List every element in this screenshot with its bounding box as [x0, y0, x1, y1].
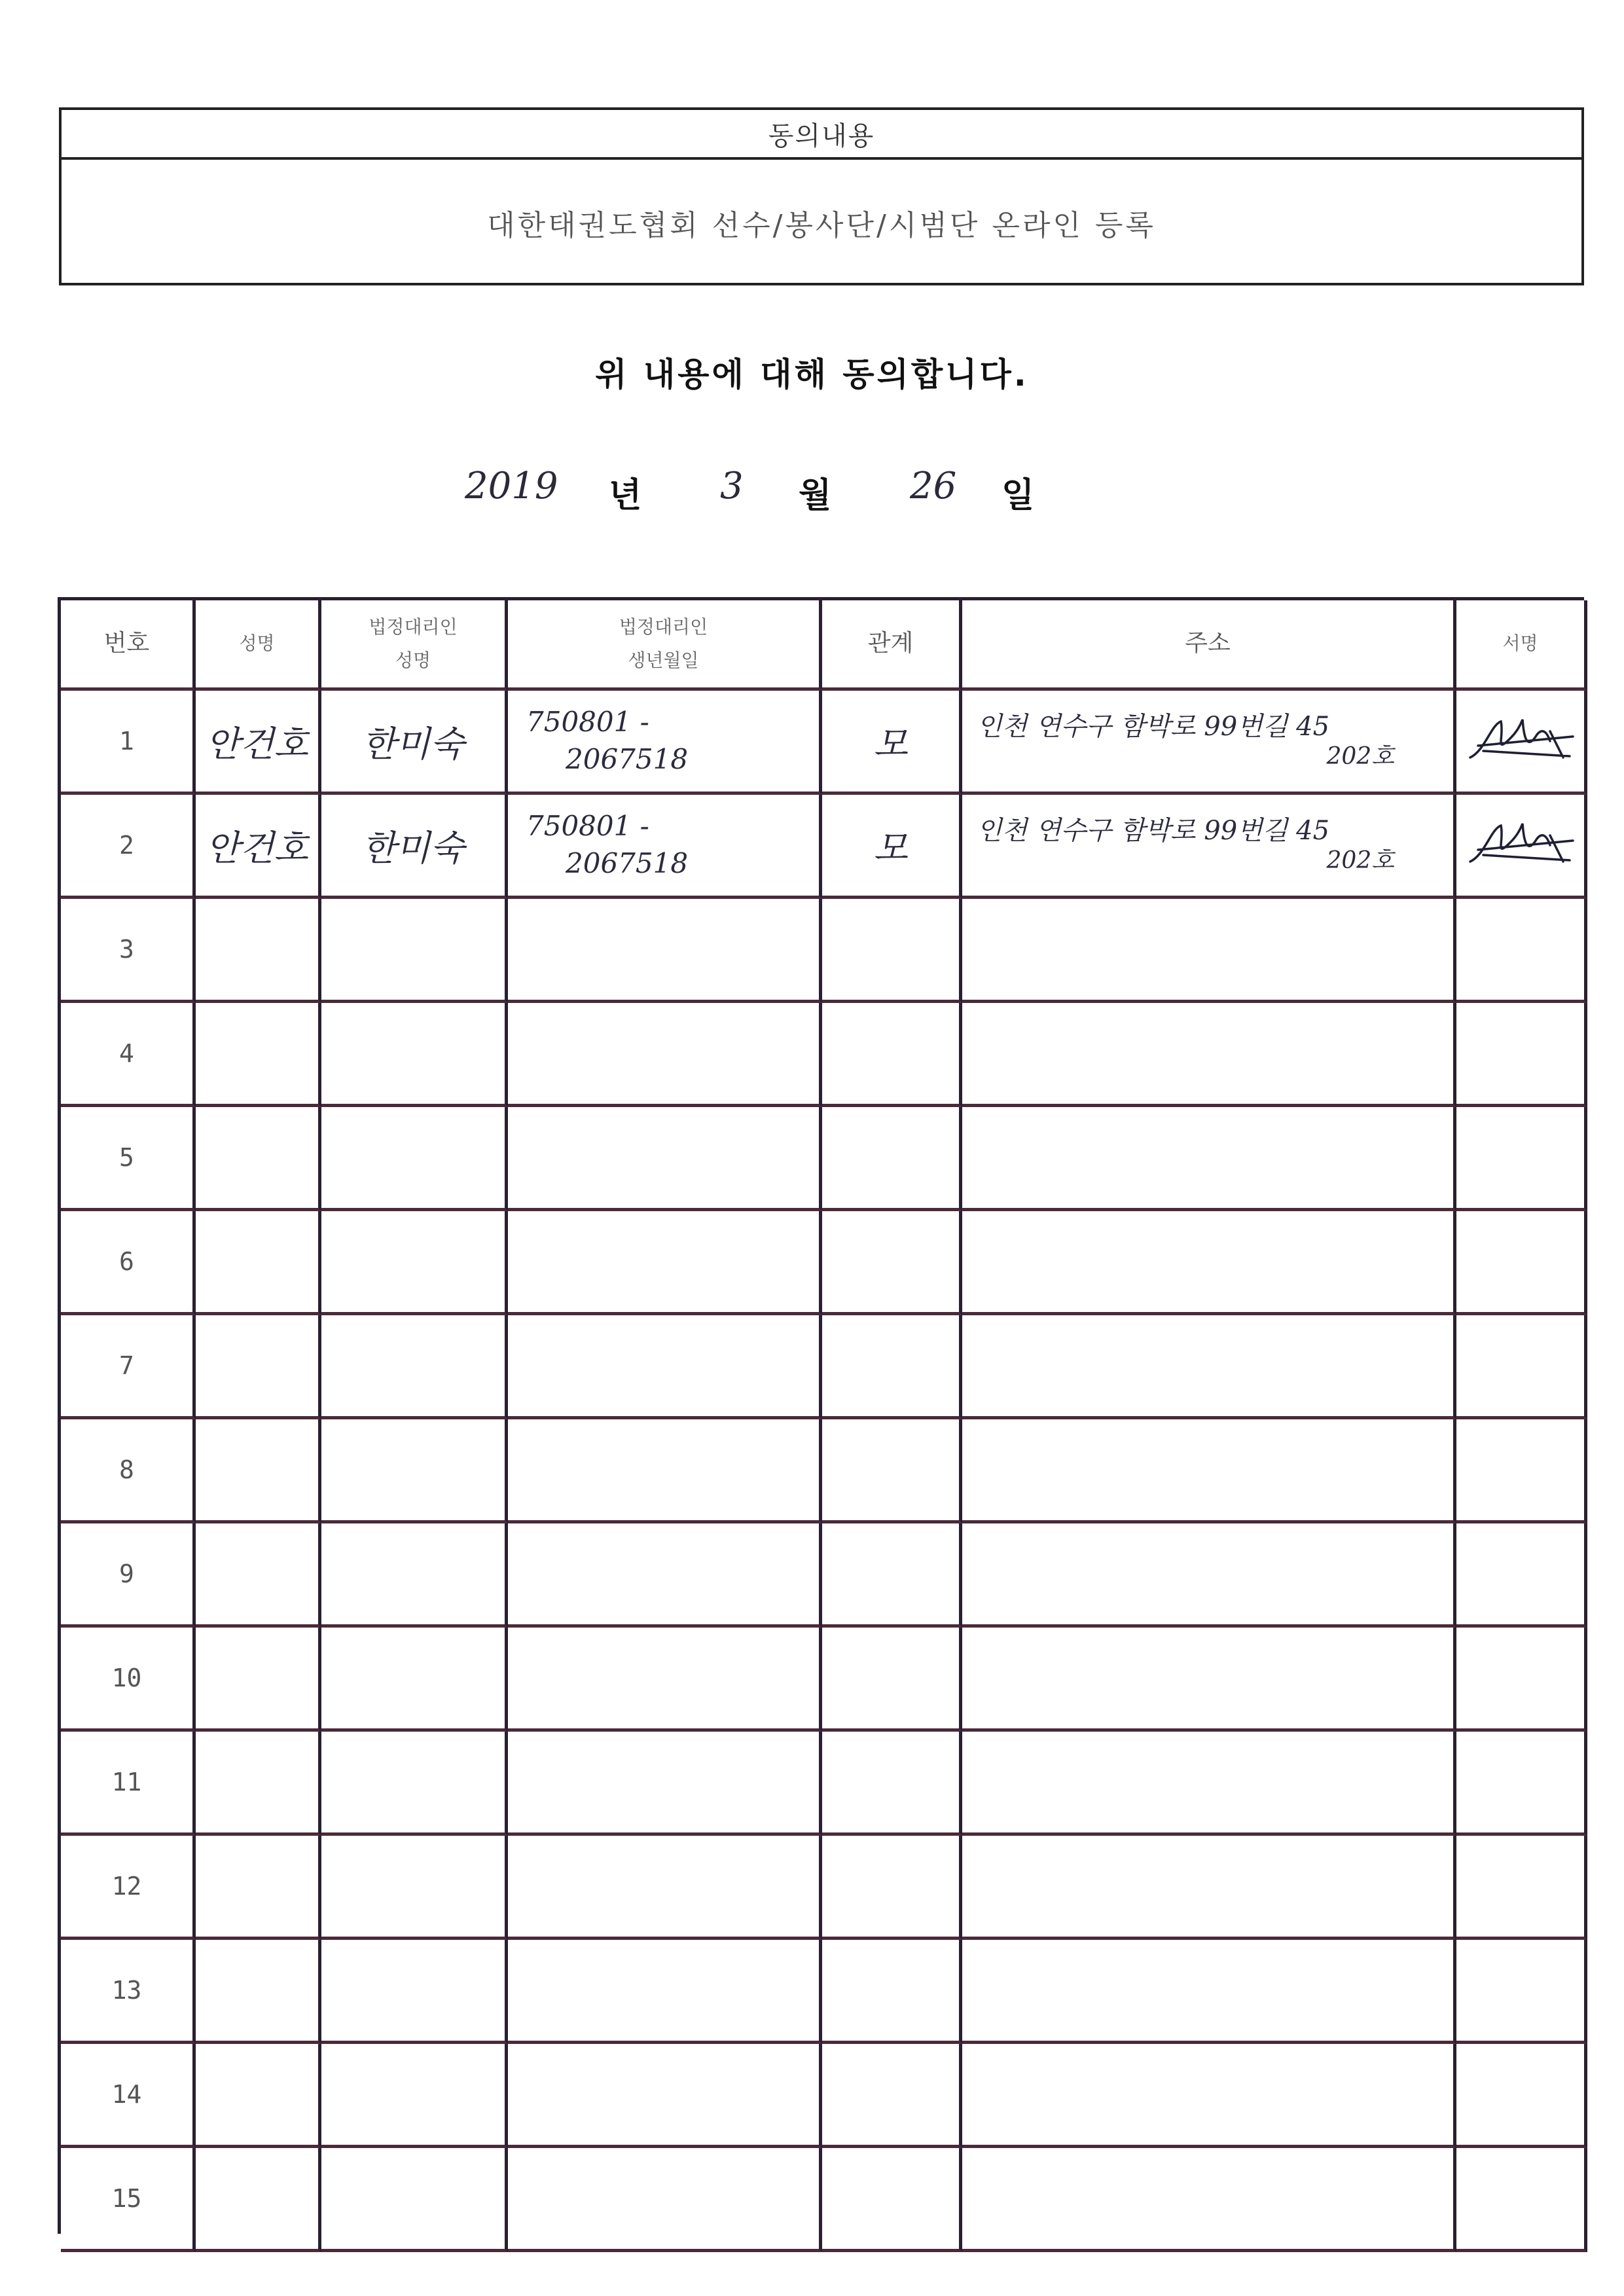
date-month-unit: 월	[799, 476, 832, 515]
row-signature	[1456, 1523, 1587, 1628]
row-number-value: 11	[111, 1768, 142, 1796]
row-number-value: 2	[119, 831, 134, 860]
date-year: 2019	[465, 465, 558, 507]
row-address	[962, 1628, 1456, 1732]
row-number-value: 6	[119, 1247, 134, 1276]
row-number	[61, 691, 196, 795]
row-number	[61, 1419, 196, 1523]
row-relation	[822, 899, 962, 1003]
row-address	[962, 1211, 1456, 1315]
row-address	[962, 2044, 1456, 2148]
row-number-value: 9	[119, 1559, 134, 1588]
relation-value: 모	[873, 827, 908, 869]
consent-content: 대한태권도협회 선수/봉사단/시범단 온라인 등록	[487, 209, 1156, 242]
row-relation	[822, 1211, 962, 1315]
row-signature	[1456, 2044, 1587, 2148]
row-number-value: 14	[111, 2080, 142, 2109]
row-guardian-name	[321, 1003, 508, 1107]
address-line1: 인천 연수구 함박로 99번길 45	[977, 816, 1330, 847]
row-guardian-name	[321, 1211, 508, 1315]
row-number	[61, 2148, 196, 2252]
row-address	[962, 899, 1456, 1003]
header-address: 주소	[962, 600, 1456, 691]
row-name	[196, 1628, 321, 1732]
row-name	[196, 1211, 321, 1315]
row-guardian-birth	[508, 1107, 822, 1211]
header-relation: 관계	[822, 600, 962, 691]
row-relation	[822, 1940, 962, 2044]
row-number	[61, 1315, 196, 1419]
row-number	[61, 899, 196, 1003]
row-guardian-name	[321, 1419, 508, 1523]
consent-box	[59, 107, 1584, 285]
row-guardian-name	[321, 1836, 508, 1940]
row-address	[962, 1523, 1456, 1628]
date-line	[0, 458, 1624, 530]
row-signature	[1456, 1732, 1587, 1836]
row-number	[61, 1732, 196, 1836]
row-name	[196, 2044, 321, 2148]
row-number-value: 8	[119, 1455, 134, 1484]
row-signature	[1456, 1107, 1587, 1211]
row-number-value: 13	[111, 1976, 142, 2005]
header-guardian-birth	[508, 600, 822, 691]
row-address	[962, 691, 1456, 795]
row-number	[61, 2044, 196, 2148]
row-number	[61, 1523, 196, 1628]
participant-table	[58, 597, 1584, 2234]
row-relation	[822, 1523, 962, 1628]
participant-name: 안건호	[206, 723, 308, 765]
row-name	[196, 1419, 321, 1523]
row-name	[196, 1732, 321, 1836]
header-number: 번호	[61, 600, 196, 691]
row-signature	[1456, 2148, 1587, 2252]
row-signature	[1456, 1940, 1587, 2044]
consent-header: 동의내용	[62, 110, 1581, 160]
row-guardian-birth	[508, 691, 822, 795]
row-relation	[822, 1315, 962, 1419]
row-number	[61, 1836, 196, 1940]
row-guardian-birth	[508, 1628, 822, 1732]
date-day-unit: 일	[1001, 476, 1035, 515]
row-address	[962, 1315, 1456, 1419]
row-number-value: 15	[111, 2184, 142, 2213]
row-guardian-birth	[508, 1419, 822, 1523]
row-guardian-birth	[508, 1732, 822, 1836]
row-guardian-name	[321, 795, 508, 899]
row-guardian-birth	[508, 1211, 822, 1315]
signature-mark	[1465, 712, 1576, 771]
header-name: 성명	[196, 600, 321, 691]
guardian-birth-line2: 2067518	[566, 847, 689, 879]
date-month: 3	[720, 465, 744, 507]
signature-mark	[1465, 816, 1576, 875]
row-guardian-birth	[508, 795, 822, 899]
row-guardian-birth	[508, 1940, 822, 2044]
row-relation	[822, 1107, 962, 1211]
row-signature	[1456, 1211, 1587, 1315]
row-signature	[1456, 691, 1587, 795]
row-guardian-name	[321, 1523, 508, 1628]
row-number-value: 4	[119, 1039, 134, 1068]
row-address	[962, 2148, 1456, 2252]
row-relation	[822, 1836, 962, 1940]
row-signature	[1456, 1315, 1587, 1419]
row-number	[61, 1211, 196, 1315]
row-relation	[822, 691, 962, 795]
row-signature	[1456, 795, 1587, 899]
row-address	[962, 1107, 1456, 1211]
row-guardian-birth	[508, 2148, 822, 2252]
row-number-value: 10	[111, 1664, 142, 1692]
row-relation	[822, 1628, 962, 1732]
guardian-name: 한미숙	[361, 723, 465, 765]
row-name	[196, 795, 321, 899]
row-guardian-name	[321, 1107, 508, 1211]
relation-value: 모	[873, 723, 908, 765]
row-relation	[822, 795, 962, 899]
date-day: 26	[910, 465, 957, 507]
row-signature	[1456, 1419, 1587, 1523]
row-number	[61, 1940, 196, 2044]
header-guardian-name	[321, 600, 508, 691]
row-guardian-birth	[508, 1836, 822, 1940]
row-number-value: 5	[119, 1143, 134, 1172]
row-number-value: 1	[119, 727, 134, 756]
row-name	[196, 1107, 321, 1211]
row-name	[196, 1940, 321, 2044]
participant-name: 안건호	[206, 827, 308, 869]
row-name	[196, 1003, 321, 1107]
row-relation	[822, 1003, 962, 1107]
row-guardian-name	[321, 1315, 508, 1419]
row-signature	[1456, 1003, 1587, 1107]
row-number-value: 3	[119, 935, 134, 964]
guardian-birth-line1: 750801 -	[526, 810, 649, 843]
row-guardian-name	[321, 691, 508, 795]
row-name	[196, 1315, 321, 1419]
row-signature	[1456, 899, 1587, 1003]
row-number	[61, 1628, 196, 1732]
row-signature	[1456, 1628, 1587, 1732]
row-name	[196, 691, 321, 795]
row-signature	[1456, 1836, 1587, 1940]
row-number-value: 12	[111, 1872, 142, 1901]
header-guardian-name-top: 법정대리인	[369, 616, 458, 638]
row-address	[962, 1940, 1456, 2044]
row-guardian-birth	[508, 1523, 822, 1628]
row-address	[962, 1836, 1456, 1940]
row-number-value: 7	[119, 1351, 134, 1380]
row-guardian-name	[321, 899, 508, 1003]
header-signature: 서명	[1456, 600, 1587, 691]
guardian-name: 한미숙	[361, 827, 465, 869]
row-guardian-name	[321, 2148, 508, 2252]
header-guardian-birth-top: 법정대리인	[619, 616, 708, 638]
guardian-birth-line1: 750801 -	[526, 706, 649, 738]
row-relation	[822, 2148, 962, 2252]
row-relation	[822, 1419, 962, 1523]
address-line2: 202호	[1326, 847, 1394, 875]
address-line2: 202호	[1326, 743, 1394, 771]
row-guardian-birth	[508, 2044, 822, 2148]
header-guardian-name-bottom: 성명	[395, 649, 431, 671]
row-address	[962, 1732, 1456, 1836]
row-guardian-name	[321, 1940, 508, 2044]
row-address	[962, 795, 1456, 899]
row-guardian-birth	[508, 899, 822, 1003]
row-name	[196, 2148, 321, 2252]
row-name	[196, 1836, 321, 1940]
row-address	[962, 1419, 1456, 1523]
row-number	[61, 795, 196, 899]
address-line1: 인천 연수구 함박로 99번길 45	[977, 712, 1330, 742]
row-guardian-name	[321, 1628, 508, 1732]
row-guardian-birth	[508, 1315, 822, 1419]
row-relation	[822, 2044, 962, 2148]
date-year-unit: 년	[609, 476, 642, 515]
row-relation	[822, 1732, 962, 1836]
row-number	[61, 1003, 196, 1107]
row-guardian-name	[321, 1732, 508, 1836]
header-guardian-birth-bottom: 생년월일	[628, 649, 699, 671]
row-name	[196, 899, 321, 1003]
row-guardian-name	[321, 2044, 508, 2148]
row-number	[61, 1107, 196, 1211]
guardian-birth-line2: 2067518	[566, 743, 689, 775]
agreement-statement: 위 내용에 대해 동의합니다.	[595, 355, 1029, 393]
row-name	[196, 1523, 321, 1628]
row-guardian-birth	[508, 1003, 822, 1107]
row-address	[962, 1003, 1456, 1107]
